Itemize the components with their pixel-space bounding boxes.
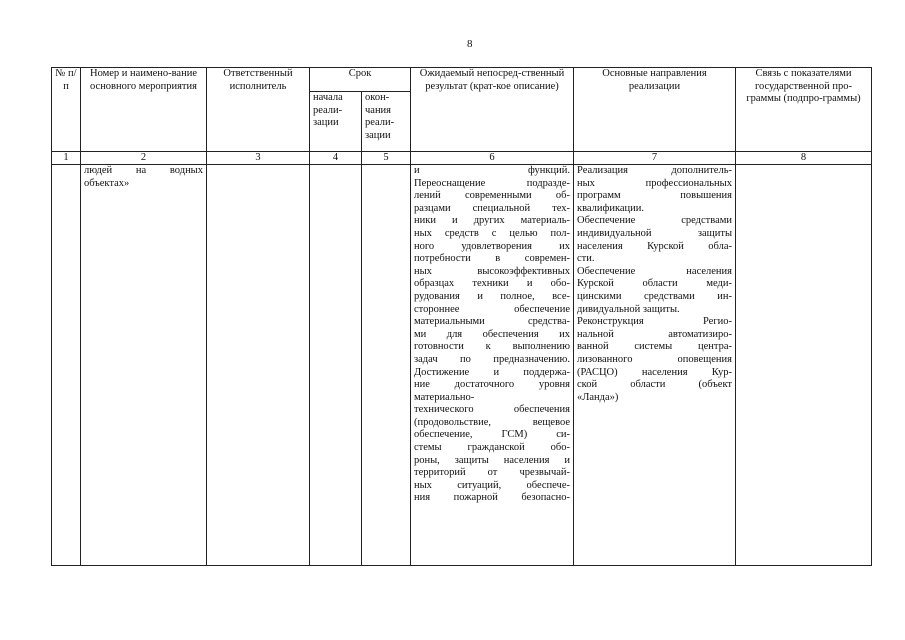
direction-line: ской области (объект [577,379,732,391]
column-number: 3 [207,152,310,165]
result-line: стороннее обеспечение [414,303,570,315]
column-number: 4 [310,152,362,165]
direction-line: сти. [577,253,595,265]
result-line: материально- [414,391,475,403]
result-line: ми для обеспечения их [414,328,570,340]
result-line: технического обеспечения [414,404,570,416]
direction-line: Обеспечение средствами [577,215,732,227]
result-line: обеспечение, ГСМ) си- [414,429,570,441]
page-number: 8 [467,38,473,50]
column-number: 7 [574,152,736,165]
header-end: окон-чания реали-зации [362,92,411,152]
column-number: 1 [52,152,81,165]
direction-line: нальной автоматизиро- [577,328,732,340]
header-expected-result: Ожидаемый непосред-ственный результат (крат-кое описание) [411,68,574,152]
result-line: задач по предназначению. [414,353,570,365]
direction-line: Реализация дополнитель- [577,165,732,176]
cell-main-directions [574,165,736,566]
result-line: ных средств с целью пол- [414,227,570,239]
direction-line: лизованного оповещения [577,353,732,365]
direction-line: дивидуальной защиты. [577,303,680,315]
header-indicators-link: Связь с показателями государственной про-граммы (подпро-граммы) [736,68,872,152]
cell-measure-name: людей на водных объектах» [81,165,207,566]
result-line: рудования и полное, все- [414,290,570,302]
direction-line: населения Курской обла- [577,240,732,252]
result-line: ния пожарной безопасно- [414,492,570,504]
result-line: (продовольствие, вещевое [414,416,570,428]
direction-line: Курской области меди- [577,278,732,290]
result-line: роны, защиты населения и [414,454,570,466]
header-measure-name: Номер и наимено-вание основного мероприятия [81,68,207,152]
direction-line: квалификации. [577,202,645,214]
header-main-directions: Основные направления реализации [574,68,736,152]
result-line: разцами специальной тех- [414,202,570,214]
result-line: территорий от чрезвычай- [414,467,570,479]
header-term: Срок [310,68,411,92]
direction-line: цинскими средствами ин- [577,290,732,302]
header-responsible: Ответственный исполнитель [207,68,310,152]
direction-line: ванной системы центра- [577,341,732,353]
result-line: ных ситуаций, обеспече- [414,479,570,491]
result-line: ного удовлетворения их [414,240,570,252]
direction-line: «Ланда») [577,391,619,403]
column-number: 6 [411,152,574,165]
result-line: Переоснащение подразде- [414,177,570,189]
direction-line: индивидуальной защиты [577,227,732,239]
result-line: образцах техники и обо- [414,278,570,290]
column-number: 8 [736,152,872,165]
cell-responsible [207,165,310,566]
direction-line: программ повышения [577,190,732,202]
cell-indicators-link [736,165,872,566]
measures-table [51,67,872,566]
column-number: 5 [362,152,411,165]
cell-number [52,165,81,566]
direction-line: ных профессиональных [577,177,732,189]
direction-line: Реконструкция Регио- [577,316,732,328]
result-line: Достижение и поддержа- [414,366,570,378]
result-line: материальными средства- [414,316,570,328]
result-line: готовности к выполнению [414,341,570,353]
cell-end [362,165,411,566]
direction-line: (РАСЦО) населения Кур- [577,366,732,378]
column-number: 2 [81,152,207,165]
result-line: лений современными об- [414,190,570,202]
header-number: № п/п [52,68,81,152]
cell-expected-result [411,165,574,566]
result-line: потребности в современ- [414,253,570,265]
direction-line: Обеспечение населения [577,265,732,277]
result-line: ники и других материаль- [414,215,570,227]
result-line: стемы гражданской обо- [414,442,570,454]
header-start: начала реали-зации [310,92,362,152]
result-line: ние достаточного уровня [414,379,570,391]
result-line: и функций. [414,165,570,176]
result-line: ных высокоэффективных [414,265,570,277]
cell-start [310,165,362,566]
